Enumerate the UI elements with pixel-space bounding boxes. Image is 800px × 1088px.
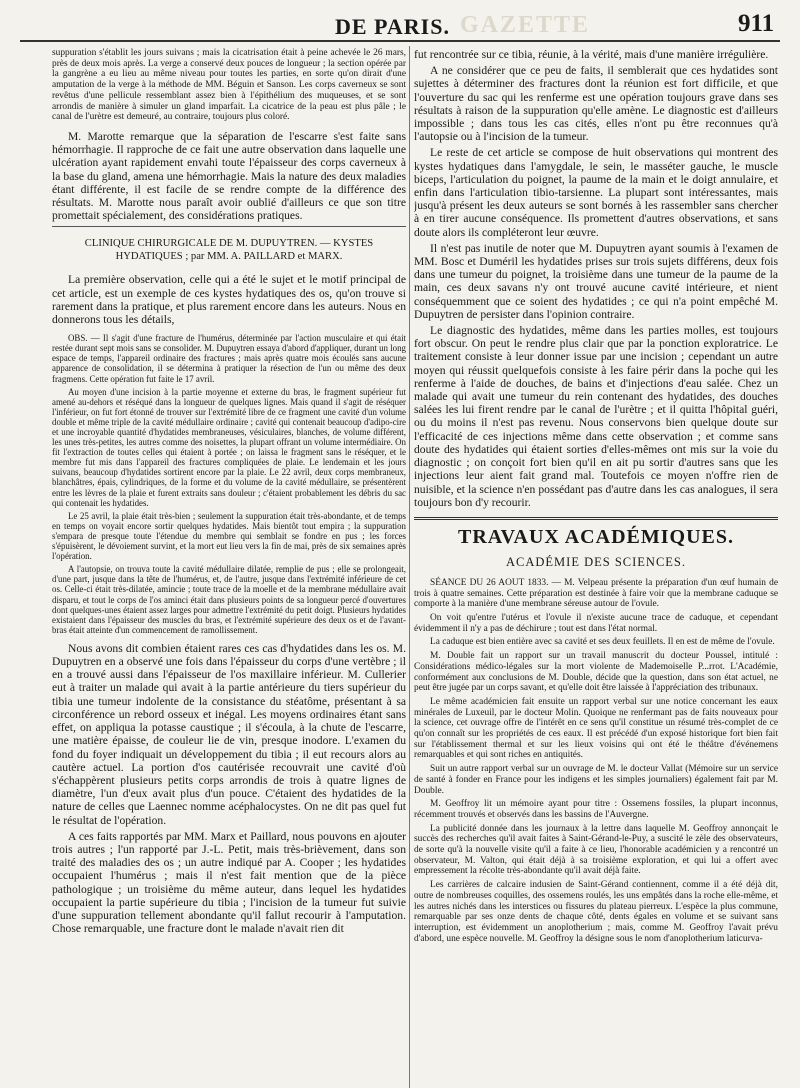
running-title: DE PARIS. bbox=[335, 14, 450, 39]
body-paragraph: A ces faits rapportés par MM. Marx et Paillard, nous pouvons en ajouter trois autres ; l'un rapporté par J.-L. Petit, mais très-brièvement, dans son traité des maladies des os ; un autre indiqué par A. Cooper ; les hydatides occupaient l'humérus ; mais il n'est fait mention que de la pièce pathologique ; un troisième du même auteur, dans lequel les hydatides occupaient la partie supérieure du tibia ; l'incision de la tumeur fut suivie d'une suppuration tellement abondante qu'il fallut recourir à l'amputation. Chose remarquable, une fracture dont le malade n'avait rien dit bbox=[52, 829, 406, 936]
page-header bbox=[0, 0, 800, 42]
subsection-title: ACADÉMIE DES SCIENCES. bbox=[506, 554, 686, 569]
observation-paragraph: Le 25 avril, la plaie était très-bien ; seulement la suppuration était très-abondante, et de temps en temps on voyait encore sortir quelques hydatides. Mais bientôt tout empira ; la suppuration s'empara de presque toute l'étendue du membre qui semblait se fondre en pus ; les forces s'épuisèrent, le dévoiement survint, et la mort eut lieu vers la fin de mai, près de six semaines après l'opération. bbox=[52, 510, 406, 562]
academy-paragraph: On voit qu'entre l'utérus et l'ovule il n'existe aucune trace de caduque, et cependant évidemment il n'y a pas de déchirure ; tout est dans l'état normal. bbox=[414, 613, 778, 634]
academy-paragraph: SÉANCE DU 26 AOUT 1833. — M. Velpeau présente la préparation d'un œuf humain de trois à quatre semaines. Cette préparation est destinée à faire voir que la membrane caduque se comporte à la manière d'une membrane séreuse autour de l'ovule. bbox=[414, 577, 778, 610]
body-paragraph: A ne considérer que ce peu de faits, il semblerait que ces hydatides sont sujettes à déterminer des fractures dont la réunion est fort difficile, et que l'ouverture du sac qui les renferme est une opération toujours grave dans ses résultats à raison de la suppuration qu'elle amène. Le diagnostic est d'ailleurs impossible ; dans tous les cas cités, elles n'ont pu être reconnues qu'à l'autopsie ou à l'incision de la tumeur. bbox=[414, 64, 778, 144]
body-paragraph: Nous avons dit combien étaient rares ces cas d'hydatides dans les os. M. Dupuytren en a observé une fois dans l'épaisseur du corps d'une vertèbre ; il en a trouvé aussi dans l'épaisseur de l'os maxillaire inférieur. M. Cullerier eut à traiter un malade qui avait à la partie antérieure du tiers supérieur du tibia une tumeur indolente de la consistance du stéatôme, présentant à sa circonférence un rebord osseux et inégal. Les moyens ordinaires étant sans effet, on appliqua la potasse caustique ; il s'écoula, à la chute de l'escarre, une matière épaisse, de couleur lie de vin, presque inodore. L'examen du fond du foyer indiquait un développement du tibia ; il eut recours alors au cautère actuel. La portion d'os cautérisée recouvrait une cavité d'où s'échappèrent plusieurs petits corps arrondis de trois à quatre lignes de diamètre, l'un d'eux avait plus d'un pouce. C'étaient des hydatides de la nature de celles que Laennec nomme acéphalocystes. On ne dit pas quel fut le résultat de l'opération. bbox=[52, 641, 406, 827]
section-rule bbox=[52, 226, 406, 227]
body-paragraph: Il n'est pas inutile de noter que M. Dupuytren ayant soumis à l'examen de MM. Bosc et Duméril les hydatides prises sur trois sujets différens, deux fois dans une tumeur du poignet, la troisième dans une tumeur de la paume de la main, ces deux savans n'y ont trouvé aucune cavité intérieure, et nient conséquemment que ce soient des hydatides ; ce qui n'a point empêché M. Dupuytren de persister dans l'opinion contraire. bbox=[414, 241, 778, 321]
academy-paragraph: M. Double fait un rapport sur un travail manuscrit du docteur Poussel, intitulé : Considérations médico-légales sur la mort violente de Mademoiselle P...rrot. L'Académie, conformément aux conclusions de M. Double, décide que la question, dans son état actuel, ne peut être jugée par un corps savant, et qu'elle doit être laissée à l'appréciation des tribunaux. bbox=[414, 651, 778, 694]
intro-paragraph: La première observation, celle qui a été le sujet et le motif principal de cet article, est un exemple de ces kystes hydatiques des os, qu'on trouve si rarement dans la pratique, et plus rarement encore dans les auteurs. Nous en donnerons tous les détails, bbox=[52, 273, 406, 326]
continued-paragraph: suppuration s'établit les jours suivans ; mais la cicatrisation était à peine achevée le 26 mars, près de deux mois après. La verge a conservé deux pouces de longueur ; la section opérée par la gangrène a eu lieu au même niveau pour toutes les parties, en sorte qu'on dirait d'une amputation de la verge à la méthode de MM. Béguin et Sanson. Les corps caverneux se sont revêtus d'une pellicule ressemblant assez bien à l'épithélium des muqueuses, et se sont arrondis de manière à simuler un gland imparfait. La cicatrice de la peau est plus pâle ; le canal de l'urètre est demeuré, au contraire, toujours plus coloré. bbox=[52, 48, 406, 123]
column-divider bbox=[409, 46, 410, 1088]
academy-paragraph: Le même académicien fait ensuite un rapport verbal sur une notice concernant les eaux minérales de Luxeuil, par le docteur Molin. Quoique ne renfermant pas de faits nouveaux pour la science, cet ouvrage offre de l'intérêt en ce sens qu'il constitue un résumé très-complet de ce qu'on connaît sur les propriétés de ces eaux. Il est précédé d'un exposé historique fort bien fait sur l'établissement thermal et sur les lieux voisins qui ont été le théâtre d'événemens remarquables et qui sont riches en antiquités. bbox=[414, 696, 778, 761]
academy-paragraph: Les carrières de calcaire indusien de Saint-Gérand contiennent, comme il a été déjà dit, outre de nombreuses coquilles, des ossemens roulés, les uns empâtés dans la roche elle-même, et les autres nichés dans les interstices ou fissures du plateau pierreux. L'espèce la plus commune, remarquable par ses onze dents de chaque côté, dents égales en volume et se suivant sans interruption, est évidemment un anoplotherium ; mais, comme M. Geoffroy l'avait prévu d'abord, une espèce nouvelle. M. Geoffroy la désigne sous le nom d'anoplotherium laticurva- bbox=[414, 880, 778, 944]
section-title: TRAVAUX ACADÉMIQUES. bbox=[458, 525, 734, 548]
body-paragraph: Le diagnostic des hydatides, même dans les parties molles, est toujours fort obscur. On peut le rendre plus clair que par la ponction exploratrice. Le traitement consiste à leur donner issue par une incision ; cependant un autre moyen qui réussit quelquefois consiste à les faire périr dans la poche qui les renferme à l'aide de douches, de bains et d'injections d'eau salée. Chez un malade qui avait une tumeur du rein contenant des hydatides, des douches salées les lui firent rendre par le canal de l'urètre ; et il quitta l'hôpital guéri, ou du moins il n'est pas revenu. Nous conservons bien quelque doute sur l'efficacité de ces injections même dans cette observation ; et comme sans doute des hydatides qui étaient sorties d'elles-mêmes ont mis sur la voie du diagnostic ; on conçoit fort bien qu'il en ait pu sortir d'autres sans que les injections leur aient fait grand mal. Toutefois ce moyen n'offre rien de nuisible, et la science n'en possédant pas d'autre dans les cas analogues, il sera toujours bon d'y recourir. bbox=[414, 324, 778, 509]
academy-paragraph: Suit un autre rapport verbal sur un ouvrage de M. le docteur Vallat (Mémoire sur un service de santé à fonder en France pour les indigens et les simples journaliers) également fait par M. Double. bbox=[414, 764, 778, 796]
body-paragraph: Le reste de cet article se compose de huit observations qui montrent des kystes hydatiques dans l'amygdale, le sein, le masséter gauche, le muscle biceps, l'articulation du poignet, la paume de la main et le doigt annulaire, et enfin dans l'articulation tibio-tarsienne. La plupart sont intéressantes, mais jusqu'à présent les deux auteurs se sont bornés à les rassembler sans chercher à en tirer aucune conséquence. Ils promettent d'autres observations, et sans doute alors ils compléteront leur œuvre. bbox=[414, 146, 778, 239]
marotte-paragraph: M. Marotte remarque que la séparation de l'escarre s'est faite sans hémorrhagie. Il rapproche de ce fait une autre observation dans laquelle une ulcération ayant rapidement envahi toute l'épaisseur des corps caverneux à la base du gland, amena une hémorrhagie. Mais la nature des deux maladies étant différente, il est facile de se rendre compte de la différence des résultats. M. Marotte nous paraît avoir oublié d'ailleurs ce que son titre promettait spécialement, des considérations pratiques. bbox=[52, 129, 406, 223]
right-column bbox=[414, 48, 778, 1088]
section-rule bbox=[414, 517, 778, 520]
observation-paragraph: Au moyen d'une incision à la partie moyenne et externe du bras, le fragment supérieur fut amené au-dehors et réséqué dans la longueur de quelques lignes. Mais quand il s'agit de réséquer l'inférieur, on fut fort étonné de trouver sur l'extrémité libre de ce fragment une cavité d'un volume double et même triple de la cavité médullaire ordinaire ; cavité qui contenait beaucoup d'adipo-cire et une incroyable quantité d'hydatides membraneuses, vésiculaires, blanches, de volume différent, les unes très-petites, les autres comme des noisettes, la plupart offrant un volume intermédiaire. On fit l'extraction de toutes celles qui étaient à portée ; on laissa le fragment sans le réséquer, et le membre fut mis dans l'appareil des fractures compliquées de plaie. Le lendemain et les jours suivans, beaucoup d'hydatides sortirent encore par la plaie. Le 22 avril, deux corps membraneux, blanchâtres, épais, cylindriques, de la forme et du volume de la cavité médullaire, se présentèrent entre les lèvres de la plaie et furent extraits sans douleur ; c'étaient probablement les débris du sac qui contenait les hydatides. bbox=[52, 386, 406, 508]
academy-paragraph: La caduque est bien entière avec sa cavité et ses deux feuillets. Il en est de même de l'ovule. bbox=[430, 637, 775, 648]
academy-paragraph: La publicité donnée dans les journaux à la lettre dans laquelle M. Geoffroy annonçait le succès des recherches qu'il avait faites à Saint-Gérand-le-Puy, a suscité le zèle des observateurs, de sorte qu'à la nouvelle visite qu'il a faite à ce lieu, l'honorable académicien y a rencontré un observateur, M. Valton, qui était déjà à sa troisième exploration, et qui lui a offert avec empressement la récolte très-abondante qu'il avait déjà faite. bbox=[414, 823, 778, 877]
observation-paragraph: A l'autopsie, on trouva toute la cavité médullaire dilatée, remplie de pus ; elle se prolongeait, d'une part, jusque dans la tête de l'humérus, et, de l'autre, jusque dans l'extrémité inférieure de cet os. Celle-ci était très-dilatée, amincie ; toute trace de la moelle et de la membrane médullaire avait disparu, et tout le corps de l'os aminci était dans plusieurs points de sa longueur percé d'ouvertures dont quelques-unes étaient assez larges pour admettre l'extrémité du petit doigt. Plusieurs hydatides existaient dans l'épaisseur des muscles du bras, et l'extrémité supérieure des deux os et de l'avant-bras était atteinte d'un commencement de ramollissement. bbox=[52, 564, 406, 635]
clinique-heading: CLINIQUE CHIRURGICALE DE M. DUPUYTREN. — KYSTES HYDATIQUES ; par MM. A. PAILLARD et MARX. bbox=[84, 238, 374, 263]
continued-paragraph: fut rencontrée sur ce tibia, réunie, à la vérité, mais d'une manière irrégulière. bbox=[414, 48, 769, 61]
faded-masthead-mark: GAZETTE bbox=[460, 12, 591, 38]
left-column bbox=[52, 48, 406, 1088]
academy-paragraph: M. Geoffroy lit un mémoire ayant pour titre : Ossemens fossiles, la plupart inconnus, récemment trouvés et observés dans les bassins de l'Auvergne. bbox=[414, 799, 778, 820]
page-number: 911 bbox=[738, 10, 775, 37]
observation-paragraph: OBS. — Il s'agit d'une fracture de l'humérus, déterminée par l'action musculaire et qui était restée durant sept mois sans se consolider. M. Dupuytren essaya d'abord d'appliquer, durant un long espace de temps, l'appareil ordinaire des fractures ; mais après quatre mois écoulés sans aucune apparence de consolidation, il se détermina à pratiquer la résection de l'un ou même des deux fragmens. Cette opération fut faite le 17 avril. bbox=[52, 333, 406, 384]
header-rule bbox=[20, 40, 780, 42]
